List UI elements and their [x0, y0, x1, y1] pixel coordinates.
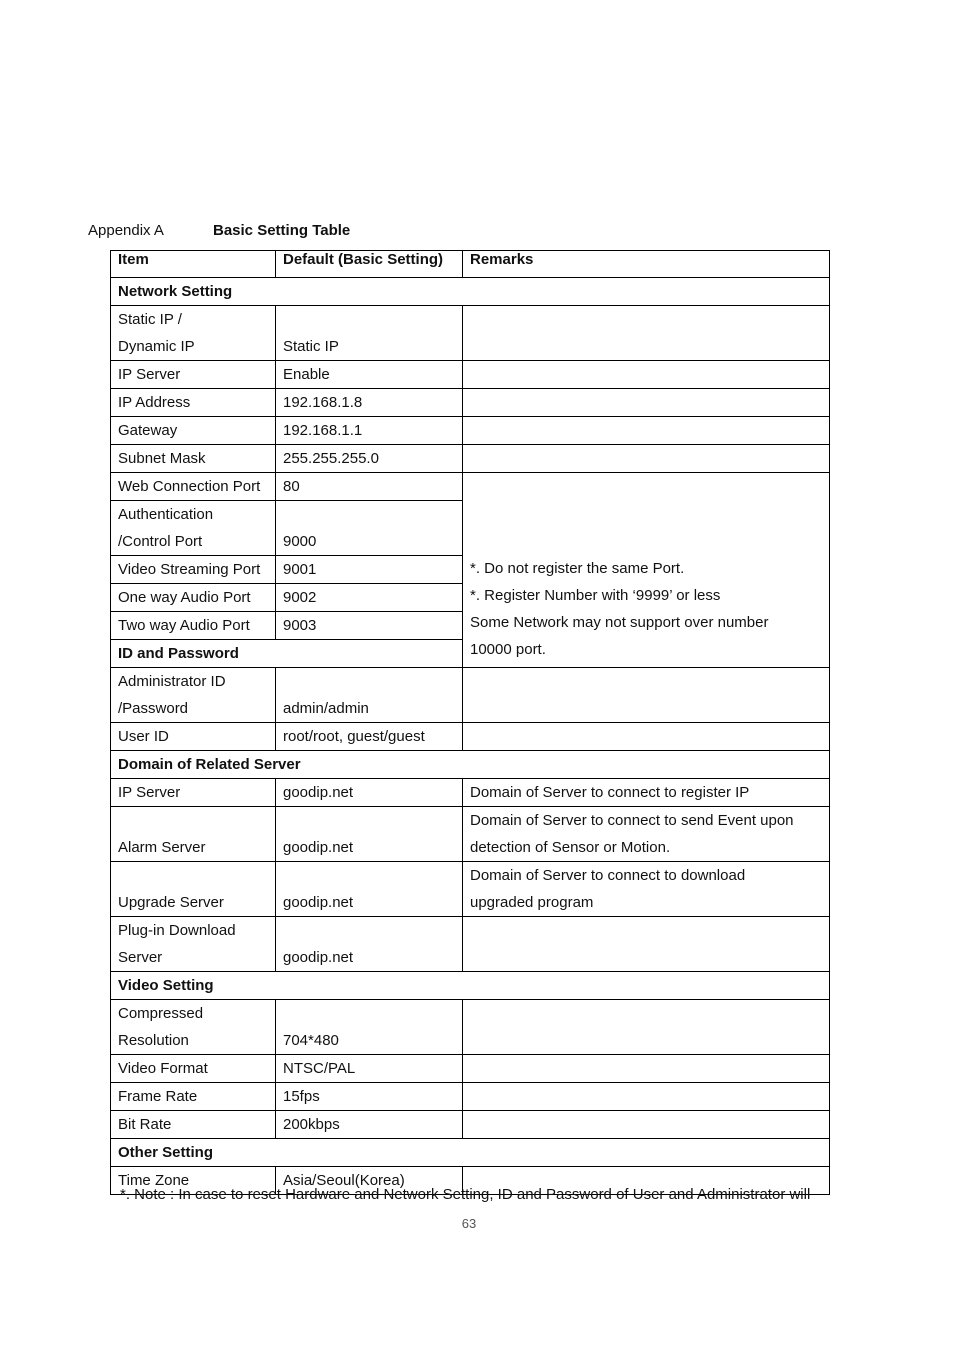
col-remarks: Remarks	[463, 251, 830, 278]
value-cell: 9000	[276, 501, 463, 556]
table-row	[111, 779, 830, 807]
header-row	[111, 251, 830, 278]
basic-setting-table	[110, 250, 830, 1195]
remark-line: detection of Sensor or Motion.	[470, 839, 671, 856]
table-row	[111, 389, 830, 417]
item-line: Dynamic IP	[118, 338, 195, 355]
page-heading	[88, 222, 350, 239]
item-cell	[111, 917, 276, 972]
remark-cell	[463, 1111, 830, 1139]
remark-cell	[463, 1055, 830, 1083]
remark-cell	[463, 862, 830, 917]
page-number: 63	[461, 1216, 477, 1231]
value-cell: goodip.net	[276, 779, 463, 807]
item-line: Server	[118, 949, 163, 966]
section-row	[111, 278, 830, 306]
item-cell: IP Address	[111, 389, 276, 417]
item-line: Authentication	[118, 506, 214, 523]
item-cell: Upgrade Server	[111, 862, 276, 917]
table-row	[111, 668, 830, 723]
item-cell: IP Server	[111, 779, 276, 807]
item-line: /Control Port	[118, 533, 203, 550]
item-cell: Gateway	[111, 417, 276, 445]
value-cell: Static IP	[276, 306, 463, 361]
value-cell: 192.168.1.8	[276, 389, 463, 417]
value-cell: Enable	[276, 361, 463, 389]
section-network: Network Setting	[111, 278, 830, 306]
port-remark-line: *. Register Number with ‘9999’ or less	[470, 587, 721, 604]
table-row	[111, 862, 830, 917]
remark-cell	[463, 1000, 830, 1055]
item-cell: Subnet Mask	[111, 445, 276, 473]
value-cell: 15fps	[276, 1083, 463, 1111]
value-cell: Asia/Seoul(Korea)	[276, 1167, 463, 1195]
section-other: Other Setting	[111, 1139, 830, 1167]
remark-cell	[463, 1083, 830, 1111]
appendix-label: Appendix A	[88, 222, 164, 239]
remark-cell	[463, 668, 830, 723]
value-cell: NTSC/PAL	[276, 1055, 463, 1083]
value-cell: root/root, guest/guest	[276, 723, 463, 751]
item-cell: Two way Audio Port	[111, 612, 276, 640]
remark-cell	[463, 917, 830, 972]
item-cell	[111, 1000, 276, 1055]
item-cell: Time Zone	[111, 1167, 276, 1195]
item-cell: Alarm Server	[111, 807, 276, 862]
value-cell: 9001	[276, 556, 463, 584]
table-row	[111, 917, 830, 972]
item-cell: IP Server	[111, 361, 276, 389]
port-remark-cell	[463, 473, 830, 668]
remark-cell	[463, 361, 830, 389]
port-remark-line: Some Network may not support over number	[470, 614, 769, 631]
value-cell: 255.255.255.0	[276, 445, 463, 473]
value-cell: 9003	[276, 612, 463, 640]
section-row	[111, 751, 830, 779]
table-title: Basic Setting Table	[213, 222, 351, 239]
value-cell: 704*480	[276, 1000, 463, 1055]
table-row	[111, 306, 830, 361]
remark-line: upgraded program	[470, 894, 594, 911]
item-line: Static IP /	[118, 311, 182, 328]
item-cell: Video Format	[111, 1055, 276, 1083]
item-line: Plug-in Download	[118, 922, 236, 939]
remark-cell	[463, 723, 830, 751]
value-cell: goodip.net	[276, 862, 463, 917]
value-cell: 192.168.1.1	[276, 417, 463, 445]
remark-cell	[463, 306, 830, 361]
remark-line: Domain of Server to connect to send Event upon	[470, 812, 794, 829]
col-default: Default (Basic Setting)	[276, 251, 463, 278]
item-line: Administrator ID	[118, 673, 226, 690]
value-cell: admin/admin	[276, 668, 463, 723]
remark-cell	[463, 389, 830, 417]
value-cell: goodip.net	[276, 917, 463, 972]
table-row	[111, 361, 830, 389]
value-cell: 9002	[276, 584, 463, 612]
item-cell: Bit Rate	[111, 1111, 276, 1139]
remark-cell	[463, 417, 830, 445]
item-cell	[111, 668, 276, 723]
section-id-password: ID and Password	[111, 640, 830, 668]
item-cell: Frame Rate	[111, 1083, 276, 1111]
section-video: Video Setting	[111, 972, 830, 1000]
footnote: *. Note : In case to reset Hardware and Network Setting, ID and Password of User and Administrator will	[120, 1186, 811, 1203]
value-cell: goodip.net	[276, 807, 463, 862]
item-line: Resolution	[118, 1032, 189, 1049]
item-line: Compressed	[118, 1005, 204, 1022]
value-cell: 80	[276, 473, 463, 501]
remark-cell	[463, 807, 830, 862]
table-row	[111, 1055, 830, 1083]
item-cell: Video Streaming Port	[111, 556, 276, 584]
remark-cell	[463, 445, 830, 473]
item-cell	[111, 501, 276, 556]
item-cell: One way Audio Port	[111, 584, 276, 612]
port-remark-line: 10000 port.	[470, 641, 546, 658]
value-cell: 200kbps	[276, 1111, 463, 1139]
table-row	[111, 1000, 830, 1055]
remark-line: Domain of Server to connect to download	[470, 867, 746, 884]
item-cell: User ID	[111, 723, 276, 751]
table-row	[111, 807, 830, 862]
col-item: Item	[111, 251, 276, 278]
item-line: /Password	[118, 700, 189, 717]
table-row	[111, 1111, 830, 1139]
section-row	[111, 972, 830, 1000]
table-row	[111, 417, 830, 445]
remark-cell: Domain of Server to connect to register IP	[463, 779, 830, 807]
table-row	[111, 473, 830, 501]
table-row	[111, 1083, 830, 1111]
section-row	[111, 1139, 830, 1167]
table-row	[111, 723, 830, 751]
item-cell	[111, 306, 276, 361]
port-remark-line: *. Do not register the same Port.	[470, 560, 685, 577]
item-cell: Web Connection Port	[111, 473, 276, 501]
section-domain: Domain of Related Server	[111, 751, 830, 779]
table-row	[111, 445, 830, 473]
